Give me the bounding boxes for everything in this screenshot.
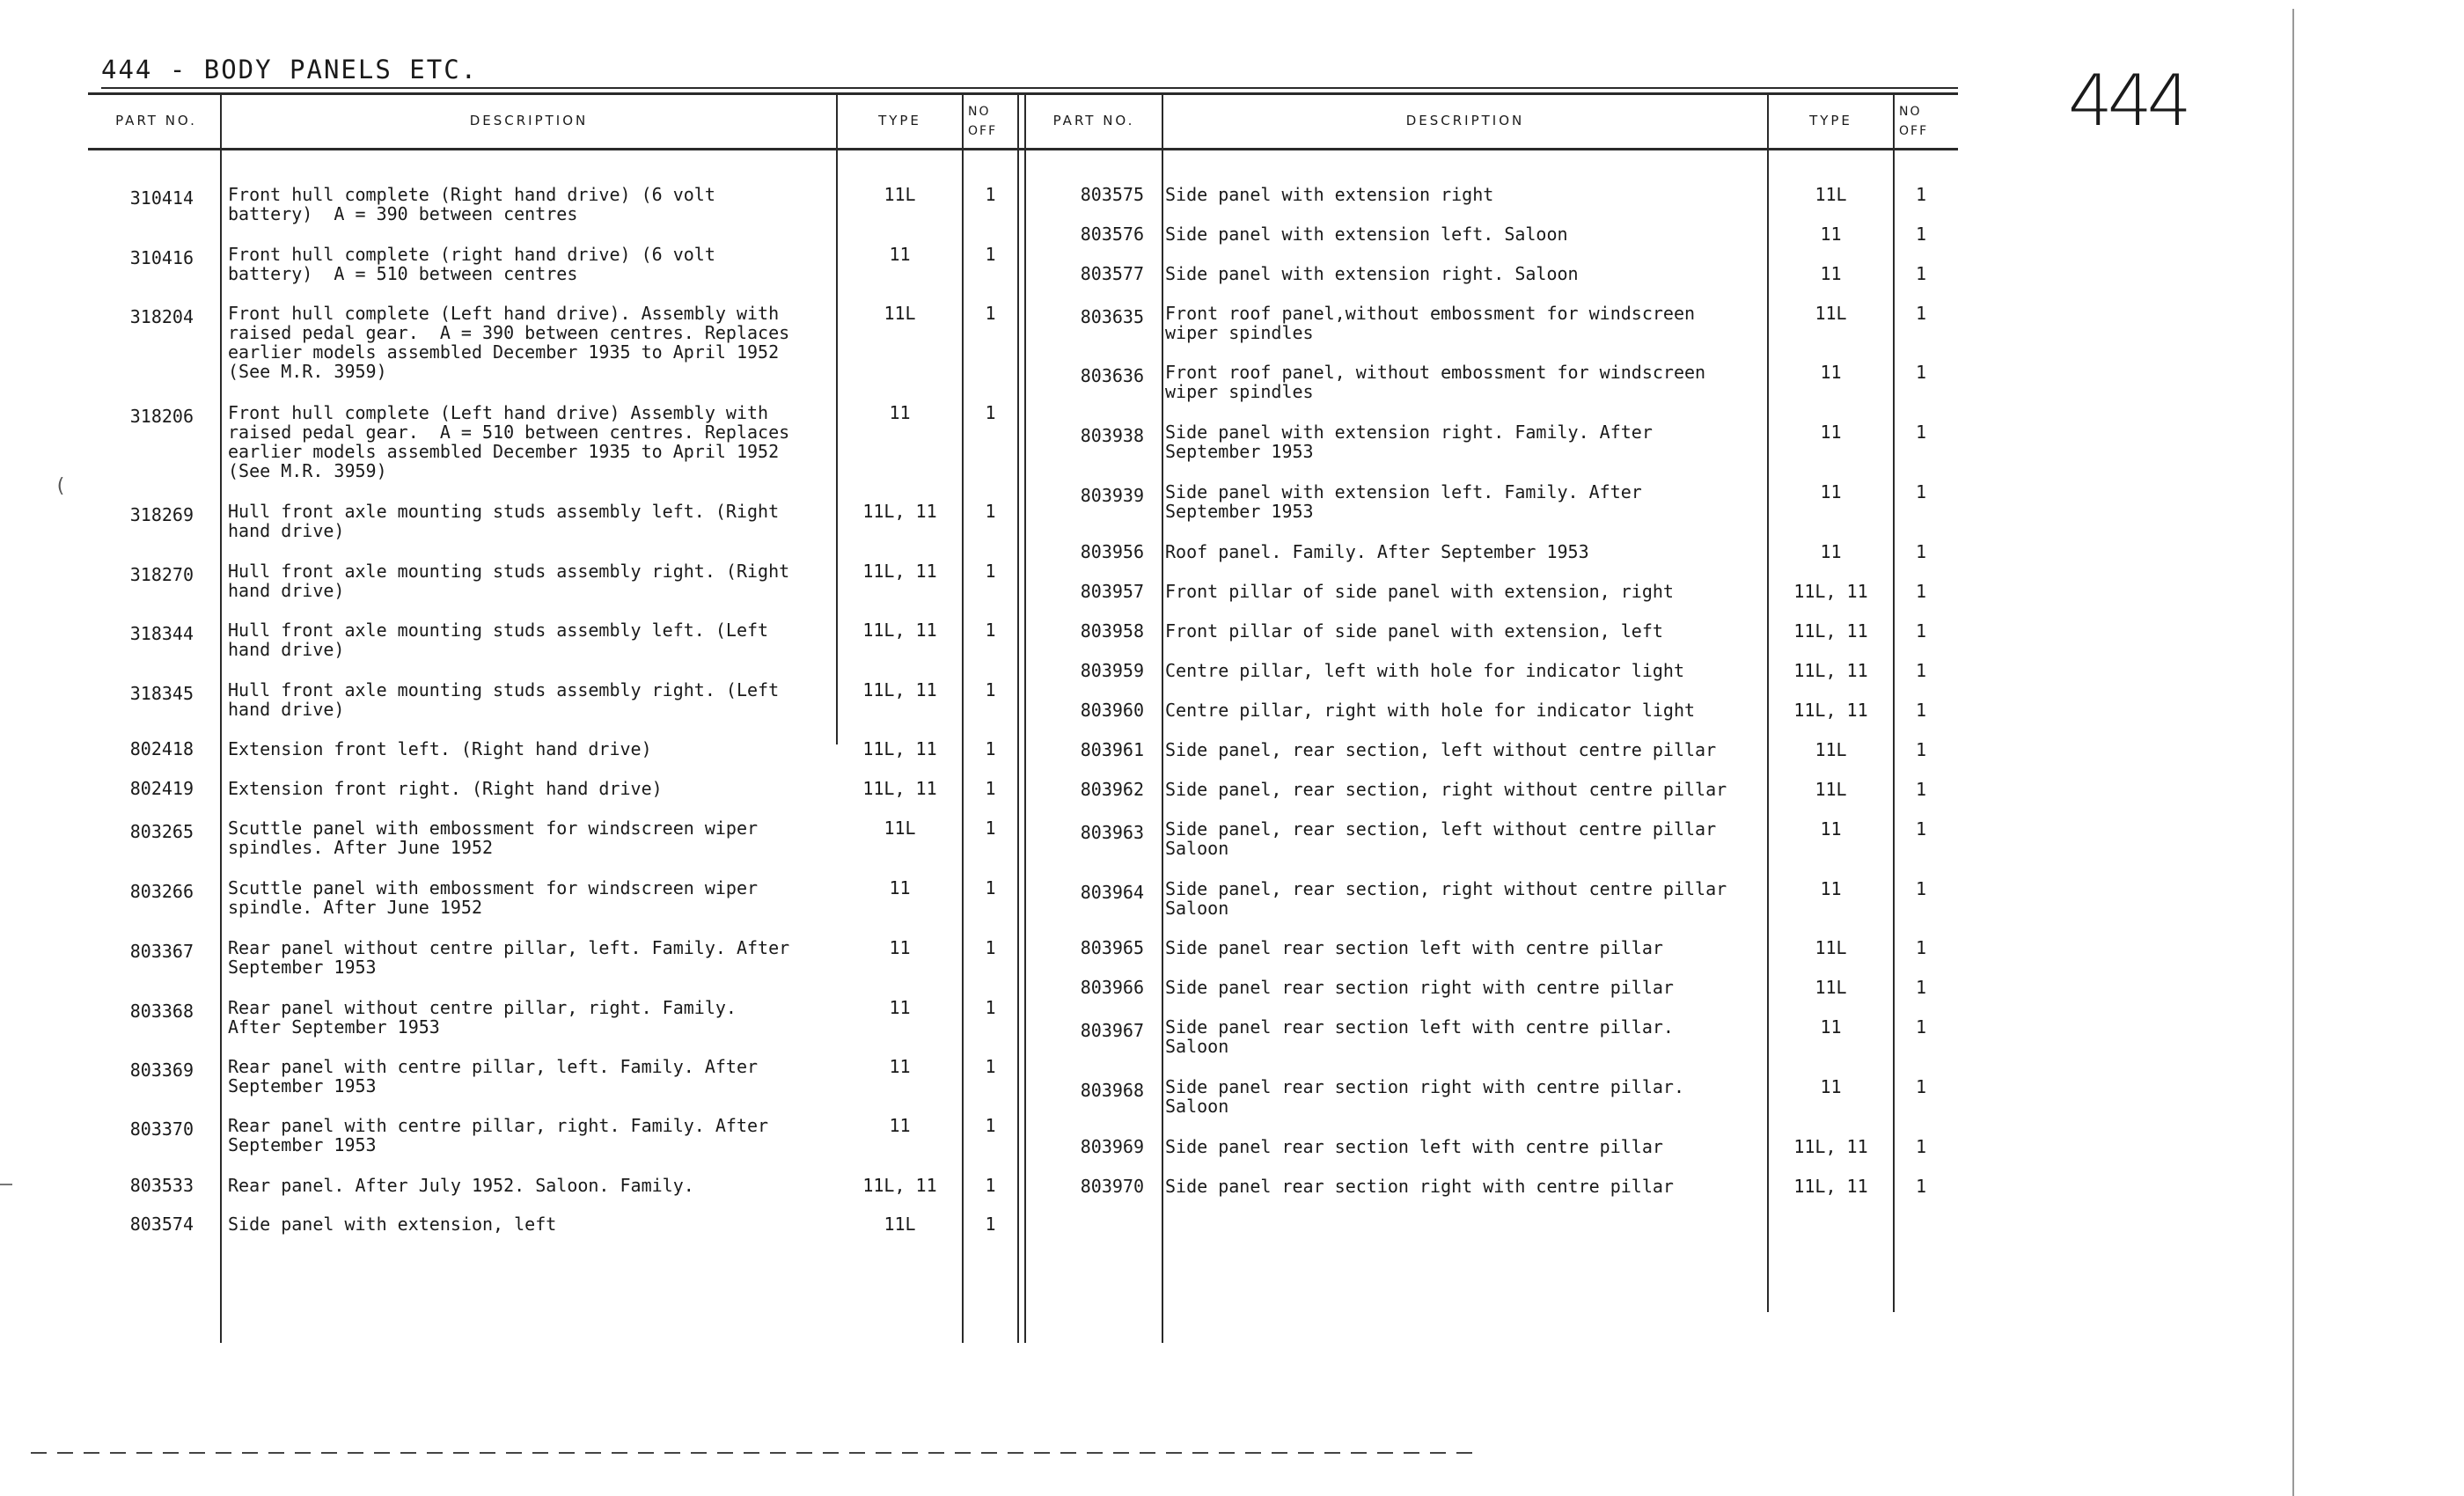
left-row-part-number: 803367	[129, 941, 194, 962]
right-row-quantity: 1	[1915, 977, 1927, 998]
right-row-part-number: 803965	[1080, 937, 1144, 958]
right-row-type: 11	[1820, 263, 1842, 284]
left-row-type: 11	[889, 997, 911, 1018]
header-left-no-off: NO OFF	[968, 105, 998, 138]
right-row-quantity: 1	[1915, 422, 1927, 443]
right-row-type: 11L, 11	[1793, 660, 1868, 681]
left-row-description: Scuttle panel with embossment for windscreen wiper spindle. After June 1952	[228, 877, 759, 918]
right-row-part-number: 803576	[1080, 224, 1144, 245]
right-row-part-number: 803577	[1080, 263, 1144, 284]
left-row-part-number: 318269	[129, 504, 194, 525]
left-row-type: 11L	[884, 1214, 916, 1235]
divider-left-partno	[220, 93, 222, 1343]
right-row-quantity: 1	[1915, 620, 1927, 642]
left-row-quantity: 1	[985, 1115, 996, 1136]
right-row-type: 11	[1820, 1016, 1842, 1038]
page-title: 444 - BODY PANELS ETC.	[101, 55, 479, 84]
right-row-type: 11	[1820, 362, 1842, 383]
left-row-description: Hull front axle mounting studs assembly right. (Left hand drive)	[228, 679, 780, 720]
left-row-type: 11L, 11	[862, 561, 937, 582]
left-row-part-number: 318206	[129, 406, 194, 427]
left-row-quantity: 1	[985, 877, 996, 898]
left-row-quantity: 1	[985, 501, 996, 522]
left-row-quantity: 1	[985, 679, 996, 700]
left-row-description: Front hull complete (Right hand drive) (6 volt battery) A = 390 between centres	[228, 184, 715, 224]
right-row-quantity: 1	[1915, 878, 1927, 899]
left-row-quantity: 1	[985, 402, 996, 423]
right-row-type: 11	[1820, 541, 1842, 562]
right-row-description: Side panel with extension right. Saloon	[1165, 263, 1579, 284]
scan-artifact-bottom-noise	[31, 1452, 1474, 1454]
right-row-type: 11L	[1815, 779, 1847, 800]
right-row-quantity: 1	[1915, 362, 1927, 383]
left-row-quantity: 1	[985, 818, 996, 839]
right-row-type: 11L, 11	[1793, 1136, 1868, 1157]
right-row-quantity: 1	[1915, 581, 1927, 602]
right-row-quantity: 1	[1915, 481, 1927, 502]
header-left-description: DESCRIPTION	[469, 113, 589, 128]
left-row-type: 11	[889, 937, 911, 958]
right-row-quantity: 1	[1915, 779, 1927, 800]
right-row-type: 11L	[1815, 303, 1847, 324]
right-row-description: Front roof panel,without embossment for windscreen wiper spindles	[1165, 303, 1696, 343]
left-row-quantity: 1	[985, 244, 996, 265]
left-row-description: Hull front axle mounting studs assembly left. (Right hand drive)	[228, 501, 780, 541]
right-row-type: 11L	[1815, 184, 1847, 205]
scan-artifact-dash	[0, 1184, 12, 1185]
left-row-part-number: 803265	[129, 821, 194, 842]
divider-right-partno	[1162, 93, 1163, 1343]
right-row-type: 11	[1820, 481, 1842, 502]
header-right-no-off: NO OFF	[1899, 105, 1929, 138]
left-row-type: 11L	[884, 303, 916, 324]
header-right-description: DESCRIPTION	[1405, 113, 1525, 128]
left-row-description: Rear panel without centre pillar, right. Family. After September 1953	[228, 997, 737, 1038]
divider-center-double-b	[1024, 93, 1026, 1343]
left-row-part-number: 318270	[129, 564, 194, 585]
left-row-type: 11L, 11	[862, 679, 937, 700]
right-row-part-number: 803939	[1080, 485, 1144, 506]
left-row-quantity: 1	[985, 561, 996, 582]
left-row-part-number: 310414	[129, 187, 194, 209]
right-row-part-number: 803966	[1080, 977, 1144, 998]
right-row-description: Side panel, rear section, right without centre pillar	[1165, 779, 1727, 800]
right-row-type: 11L	[1815, 739, 1847, 760]
right-row-part-number: 803963	[1080, 822, 1144, 843]
left-row-quantity: 1	[985, 184, 996, 205]
header-top-rule	[88, 92, 1958, 95]
right-row-description: Side panel rear section left with centre pillar	[1165, 937, 1663, 958]
scan-artifact-bracket: (	[55, 475, 67, 497]
right-row-quantity: 1	[1915, 1076, 1927, 1097]
right-row-quantity: 1	[1915, 818, 1927, 840]
right-row-description: Front roof panel, without embossment for windscreen wiper spindles	[1165, 362, 1706, 402]
right-row-part-number: 803962	[1080, 779, 1144, 800]
right-row-part-number: 803959	[1080, 660, 1144, 681]
right-row-quantity: 1	[1915, 224, 1927, 245]
right-row-description: Side panel, rear section, left without centre pillar	[1165, 739, 1717, 760]
right-row-description: Front pillar of side panel with extension, left	[1165, 620, 1663, 642]
right-row-description: Side panel rear section left with centre pillar	[1165, 1136, 1663, 1157]
right-row-type: 11	[1820, 422, 1842, 443]
header-right-part-no: PART NO.	[1052, 113, 1135, 128]
right-row-type: 11L, 11	[1793, 1176, 1868, 1197]
right-row-description: Side panel with extension right	[1165, 184, 1494, 205]
right-row-quantity: 1	[1915, 1176, 1927, 1197]
right-row-quantity: 1	[1915, 937, 1927, 958]
right-row-type: 11	[1820, 878, 1842, 899]
right-row-quantity: 1	[1915, 541, 1927, 562]
right-row-part-number: 803967	[1080, 1020, 1144, 1041]
header-left-type: TYPE	[878, 113, 921, 128]
right-row-description: Centre pillar, right with hole for indicator light	[1165, 700, 1696, 721]
left-row-description: Scuttle panel with embossment for windscreen wiper spindles. After June 1952	[228, 818, 759, 858]
right-row-part-number: 803636	[1080, 365, 1144, 386]
left-row-description: Front hull complete (right hand drive) (6 volt battery) A = 510 between centres	[228, 244, 715, 284]
right-row-part-number: 803969	[1080, 1136, 1144, 1157]
divider-left-description	[836, 93, 838, 744]
left-row-type: 11	[889, 877, 911, 898]
left-row-description: Extension front left. (Right hand drive)	[228, 738, 652, 759]
divider-right-description	[1767, 93, 1769, 1312]
left-row-description: Rear panel. After July 1952. Saloon. Family.	[228, 1175, 694, 1196]
right-row-description: Front pillar of side panel with extension, right	[1165, 581, 1674, 602]
left-row-quantity: 1	[985, 1175, 996, 1196]
right-row-part-number: 803957	[1080, 581, 1144, 602]
left-row-quantity: 1	[985, 303, 996, 324]
scan-artifact-rule	[2292, 9, 2294, 1496]
right-row-type: 11	[1820, 1076, 1842, 1097]
left-row-type: 11L, 11	[862, 620, 937, 641]
right-row-part-number: 803958	[1080, 620, 1144, 642]
left-row-description: Extension front right. (Right hand drive)	[228, 778, 663, 799]
title-underline	[101, 87, 1958, 89]
right-row-quantity: 1	[1915, 660, 1927, 681]
left-row-description: Front hull complete (Left hand drive) Assembly with raised pedal gear. A = 510 between centres. Replaces earlier models assembled December 1935 to April 1952 (See M.R. 3959)	[228, 402, 790, 481]
left-row-part-number: 802418	[129, 738, 194, 759]
right-row-part-number: 803960	[1080, 700, 1144, 721]
left-row-quantity: 1	[985, 997, 996, 1018]
divider-left-type	[962, 93, 964, 1343]
left-row-part-number: 803368	[129, 1001, 194, 1022]
left-row-description: Front hull complete (Left hand drive). Assembly with raised pedal gear. A = 390 between centres. Replaces earlier models assembled December 1935 to April 1952 (See M.R. 3959)	[228, 303, 790, 382]
left-row-part-number: 803369	[129, 1060, 194, 1081]
left-row-type: 11	[889, 402, 911, 423]
right-row-part-number: 803635	[1080, 306, 1144, 327]
left-row-quantity: 1	[985, 620, 996, 641]
left-row-part-number: 318344	[129, 623, 194, 644]
right-row-part-number: 803970	[1080, 1176, 1144, 1197]
header-left-part-no: PART NO.	[115, 113, 197, 128]
right-row-type: 11L, 11	[1793, 620, 1868, 642]
left-row-type: 11L	[884, 184, 916, 205]
left-row-description: Rear panel with centre pillar, left. Family. After September 1953	[228, 1056, 759, 1096]
right-row-description: Side panel, rear section, right without centre pillar Saloon	[1165, 878, 1727, 919]
left-row-type: 11L, 11	[862, 501, 937, 522]
right-row-description: Side panel rear section right with centre pillar	[1165, 1176, 1674, 1197]
right-row-type: 11L, 11	[1793, 700, 1868, 721]
right-row-quantity: 1	[1915, 700, 1927, 721]
header-bottom-rule	[88, 148, 1958, 150]
right-row-type: 11L	[1815, 977, 1847, 998]
right-row-description: Roof panel. Family. After September 1953	[1165, 541, 1589, 562]
left-row-part-number: 803574	[129, 1214, 194, 1235]
right-row-description: Side panel with extension left. Family. After September 1953	[1165, 481, 1642, 522]
right-row-description: Side panel with extension right. Family. After September 1953	[1165, 422, 1653, 462]
left-row-description: Rear panel without centre pillar, left. Family. After September 1953	[228, 937, 790, 978]
left-row-part-number: 318345	[129, 683, 194, 704]
left-row-description: Rear panel with centre pillar, right. Family. After September 1953	[228, 1115, 769, 1155]
left-row-part-number: 803370	[129, 1118, 194, 1140]
left-row-part-number: 802419	[129, 778, 194, 799]
handwritten-page-number: 444	[2068, 60, 2187, 142]
left-row-quantity: 1	[985, 1056, 996, 1077]
left-row-part-number: 803533	[129, 1175, 194, 1196]
right-row-description: Side panel, rear section, left without centre pillar Saloon	[1165, 818, 1717, 859]
left-row-quantity: 1	[985, 937, 996, 958]
right-row-description: Centre pillar, left with hole for indicator light	[1165, 660, 1685, 681]
left-row-part-number: 318204	[129, 306, 194, 327]
left-row-description: Hull front axle mounting studs assembly left. (Left hand drive)	[228, 620, 769, 660]
left-row-quantity: 1	[985, 1214, 996, 1235]
divider-center-double-a	[1017, 93, 1019, 1343]
left-row-type: 11L	[884, 818, 916, 839]
right-row-part-number: 803964	[1080, 882, 1144, 903]
left-row-description: Hull front axle mounting studs assembly right. (Right hand drive)	[228, 561, 790, 601]
right-row-part-number: 803575	[1080, 184, 1144, 205]
right-row-description: Side panel rear section right with centre pillar. Saloon	[1165, 1076, 1685, 1117]
right-row-part-number: 803968	[1080, 1080, 1144, 1101]
divider-right-type	[1893, 93, 1895, 1312]
left-row-type: 11	[889, 244, 911, 265]
right-row-type: 11L	[1815, 937, 1847, 958]
header-right-type: TYPE	[1809, 113, 1852, 128]
left-row-part-number: 803266	[129, 881, 194, 902]
left-row-type: 11L, 11	[862, 738, 937, 759]
right-row-type: 11	[1820, 224, 1842, 245]
right-row-part-number: 803961	[1080, 739, 1144, 760]
right-row-description: Side panel with extension left. Saloon	[1165, 224, 1568, 245]
right-row-quantity: 1	[1915, 184, 1927, 205]
left-row-quantity: 1	[985, 738, 996, 759]
right-row-description: Side panel rear section right with centre pillar	[1165, 977, 1674, 998]
right-row-type: 11	[1820, 818, 1842, 840]
left-row-type: 11L, 11	[862, 778, 937, 799]
right-row-part-number: 803956	[1080, 541, 1144, 562]
left-row-type: 11L, 11	[862, 1175, 937, 1196]
right-row-quantity: 1	[1915, 1016, 1927, 1038]
left-row-part-number: 310416	[129, 247, 194, 268]
left-row-type: 11	[889, 1115, 911, 1136]
right-row-quantity: 1	[1915, 1136, 1927, 1157]
right-row-quantity: 1	[1915, 263, 1927, 284]
right-row-type: 11L, 11	[1793, 581, 1868, 602]
left-row-description: Side panel with extension, left	[228, 1214, 557, 1235]
right-row-quantity: 1	[1915, 739, 1927, 760]
right-row-quantity: 1	[1915, 303, 1927, 324]
left-row-quantity: 1	[985, 778, 996, 799]
left-row-type: 11	[889, 1056, 911, 1077]
right-row-description: Side panel rear section left with centre pillar. Saloon	[1165, 1016, 1674, 1057]
right-row-part-number: 803938	[1080, 425, 1144, 446]
